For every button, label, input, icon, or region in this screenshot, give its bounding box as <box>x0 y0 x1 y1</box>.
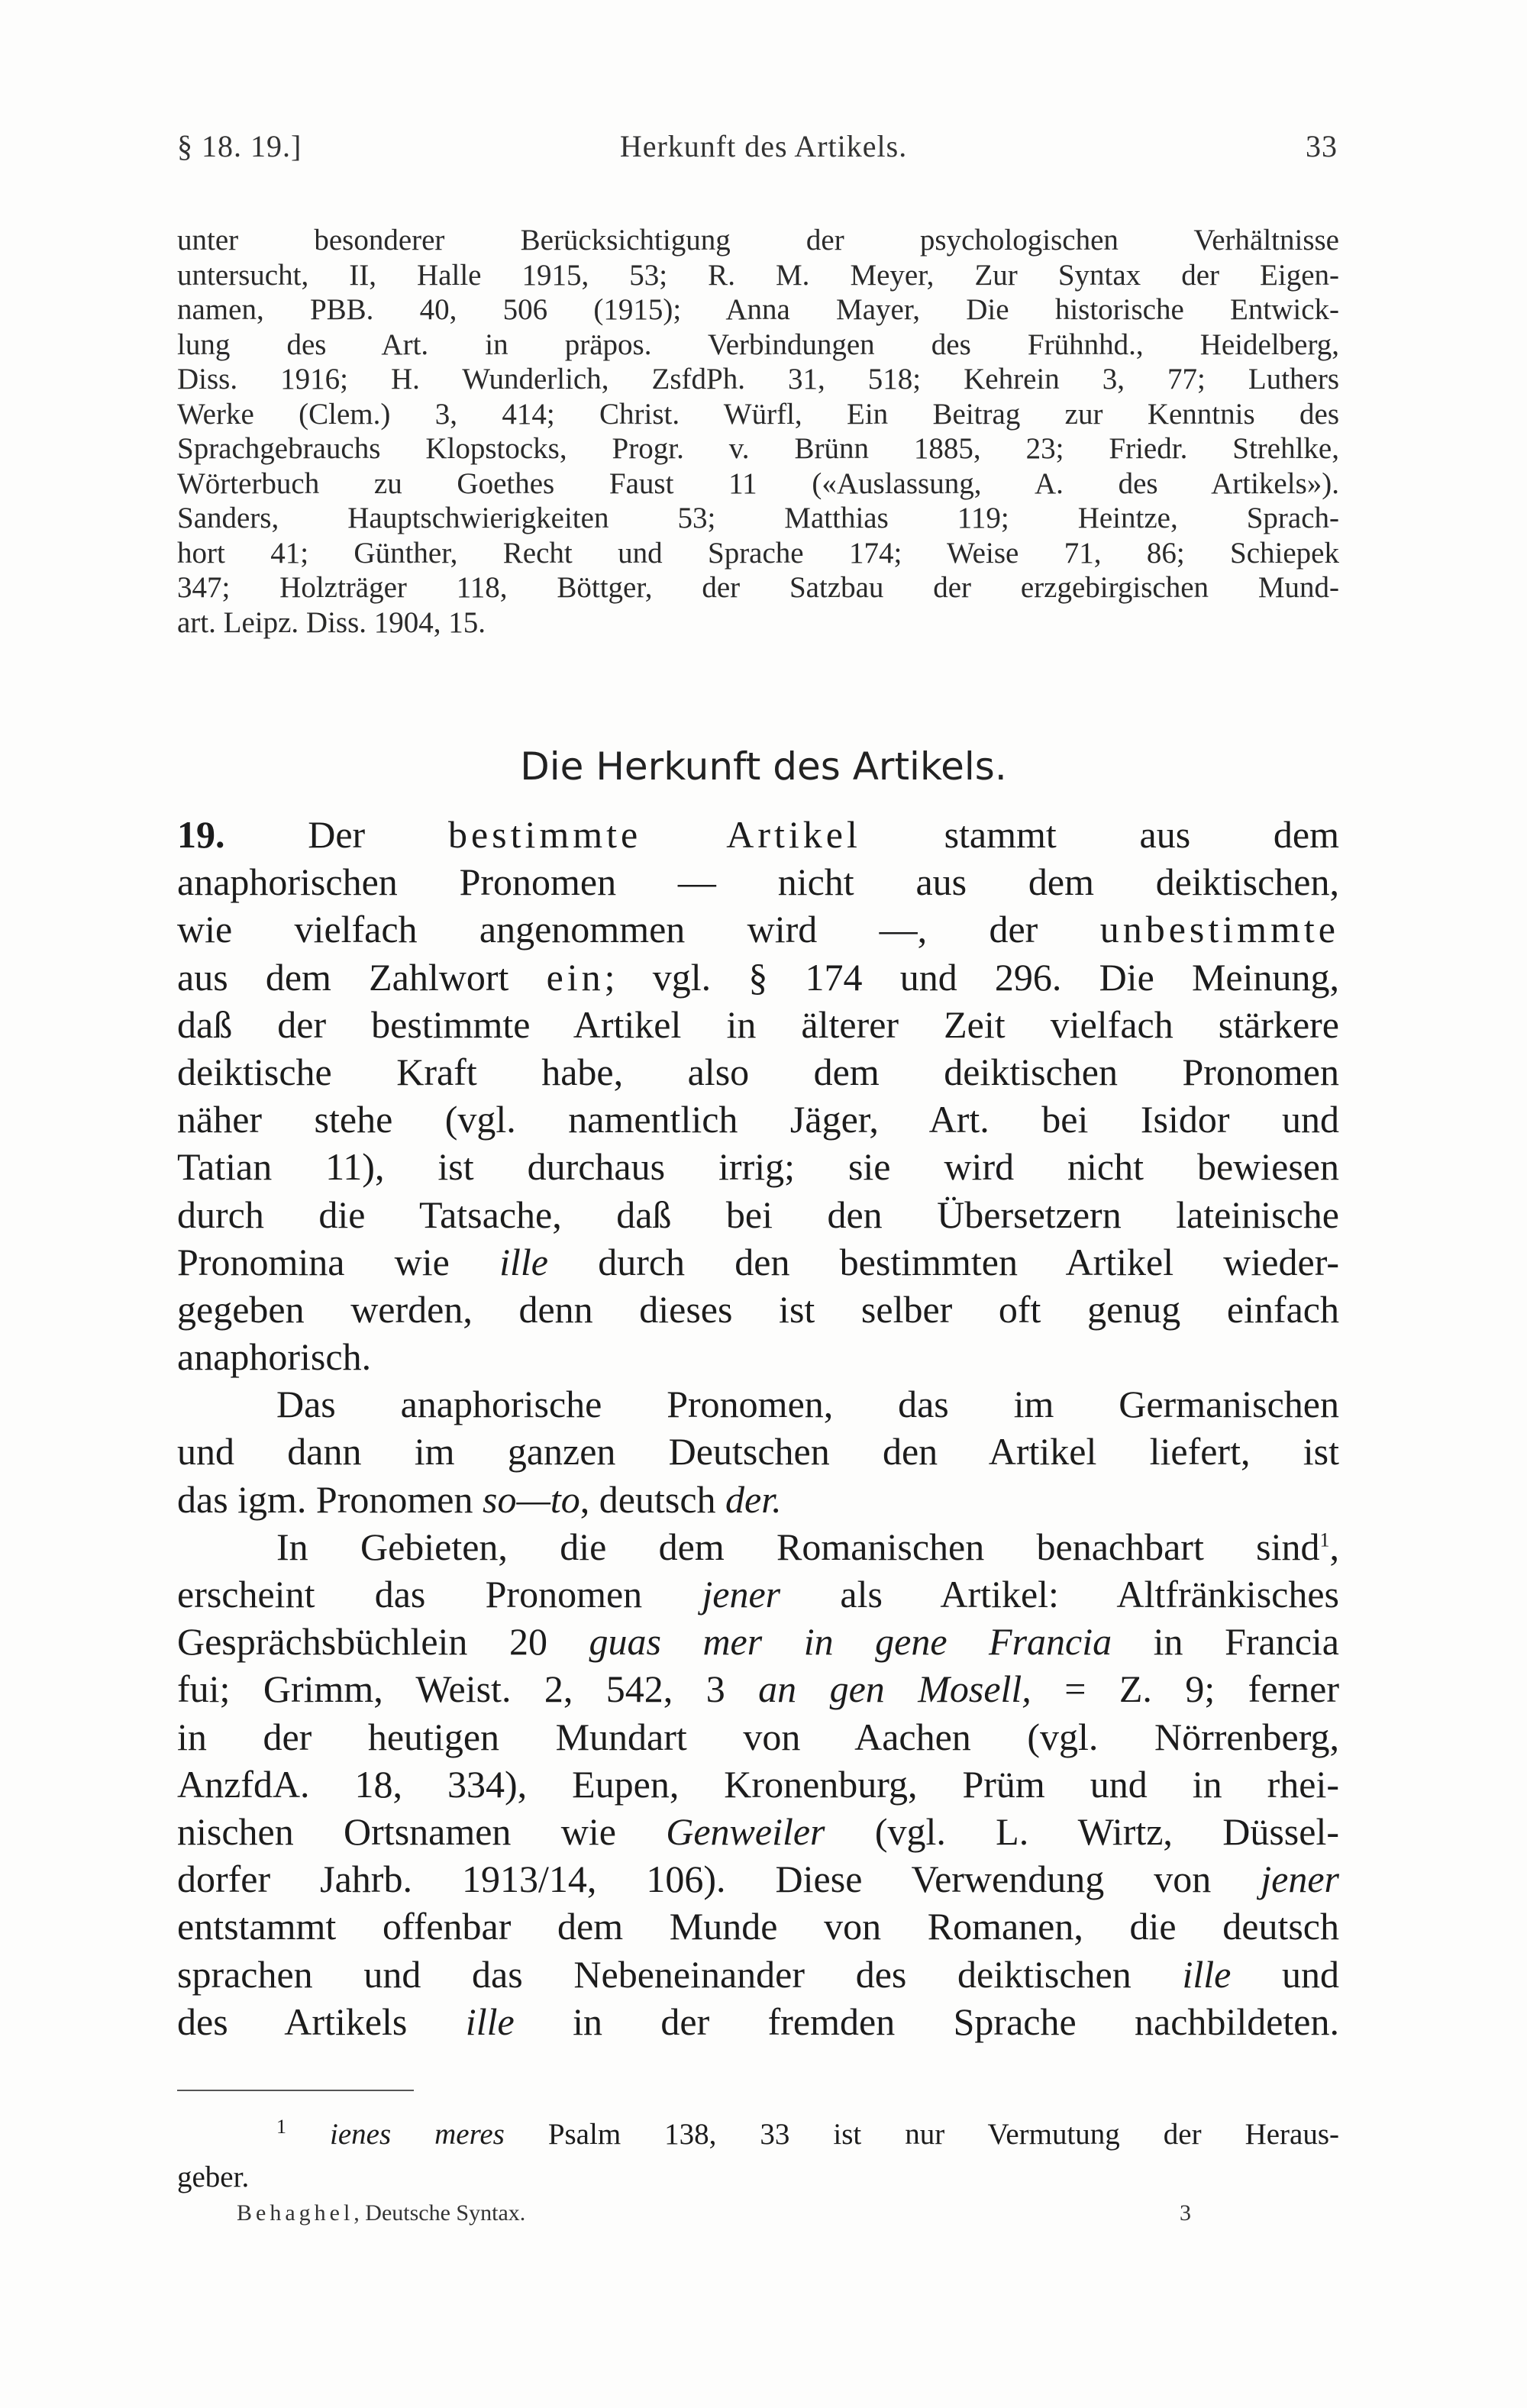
spaced-text: ein <box>546 955 605 999</box>
text-run: nischen Ortsnamen wie <box>177 1809 667 1853</box>
section-heading: Die Herkunft des Artikels. <box>520 744 1007 789</box>
text-run: sprachen und das Nebeneinander des deiktischen <box>177 1952 1183 1996</box>
italic-text: Genweiler <box>666 1809 825 1853</box>
text-run: das igm. Pronomen <box>177 1477 483 1521</box>
footnote-line <box>177 2113 1339 2156</box>
sheet-number: 3 <box>1180 2200 1191 2226</box>
body-line <box>177 1523 1339 1570</box>
body-line <box>177 1333 1339 1380</box>
bibliography-line: untersucht, II, Halle 1915, 53; R. M. Meyer, Zur Syntax der Eigen- <box>177 258 1339 292</box>
text-run: gegeben werden, denn dieses ist selber oft genug einfach <box>177 1287 1339 1331</box>
text-run: Tatian 11), ist durchaus irrig; sie wird nicht bewiesen <box>177 1145 1339 1189</box>
text-run: Der <box>224 813 448 856</box>
body-line <box>177 1903 1339 1950</box>
text-run: , deutsch <box>579 1477 726 1521</box>
bibliography-line: art. Leipz. Diss. 1904, 15. <box>177 605 486 639</box>
running-header-section: § 18. 19.] <box>177 129 302 163</box>
text-run: in der fremden Sprache nachbildeten. <box>514 2000 1339 2043</box>
text-run: Gesprächsbüchlein 20 <box>177 1620 589 1664</box>
body-line <box>177 811 1339 858</box>
italic-text: jener <box>702 1573 781 1616</box>
bibliography-line: Sprachgebrauchs Klopstocks, Progr. v. Brünn 1885, 23; Friedr. Strehlke, <box>177 432 1339 465</box>
body-line <box>177 1380 1339 1428</box>
signature-author: Behaghel <box>237 2200 354 2226</box>
italic-text: ille <box>1182 1952 1232 1996</box>
body-line <box>177 858 1339 905</box>
text-run: durch die Tatsache, daß bei den Übersetzern lateinische <box>177 1193 1339 1236</box>
body-line <box>177 954 1339 1001</box>
text-run: und <box>1231 1952 1339 1996</box>
text-run: = Z. 9; ferner <box>1031 1667 1339 1711</box>
spaced-text: bestimmte Artikel <box>447 813 861 856</box>
running-header-title: Herkunft des Artikels. <box>619 129 908 163</box>
body-line <box>177 1096 1339 1143</box>
italic-text: an gen Mosell, <box>758 1667 1031 1711</box>
body-line <box>177 1713 1339 1761</box>
body-line <box>177 1143 1339 1190</box>
bibliography-line: namen, PBB. 40, 506 (1915); Anna Mayer, Die historische Entwick- <box>177 293 1339 326</box>
italic-text: ille <box>499 1240 548 1283</box>
italic-text: jener <box>1261 1858 1339 1901</box>
bibliography-line: Diss. 1916; H. Wunderlich, ZsfdPh. 31, 518; Kehrein 3, 77; Luthers <box>177 363 1339 395</box>
text-run: des Artikels <box>177 2000 466 2043</box>
bibliography-line: hort 41; Günther, Recht und Sprache 174; Weise 71, 86; Schiepek <box>177 536 1339 570</box>
text-run: stammt aus dem <box>860 813 1340 856</box>
body-line <box>177 1570 1339 1618</box>
text-run: ; vgl. § 174 und 296. Die Meinung, <box>604 955 1339 999</box>
text-run: durch den bestimmten Artikel wieder- <box>547 1240 1339 1283</box>
body-line <box>177 1665 1339 1712</box>
bibliography-line: lung des Art. in präpos. Verbindungen des Frühnhd., Heidelberg, <box>177 328 1339 361</box>
footnote-italic: ienes meres <box>330 2118 505 2151</box>
body-line <box>177 1618 1339 1665</box>
italic-text: ille <box>465 2000 515 2043</box>
footnote-reference: 1 <box>1319 1528 1330 1551</box>
body-text <box>177 811 1339 2045</box>
text-run: Das anaphorische Pronomen, das im Germanischen <box>276 1383 1339 1426</box>
spaced-text: unbestimmte <box>1099 908 1339 951</box>
body-line <box>177 1191 1339 1238</box>
text-run: und dann im ganzen Deutschen den Artikel liefert, ist <box>177 1430 1339 1474</box>
text-run: wie vielfach angenommen wird —, der <box>177 908 1100 951</box>
text-run: fui; Grimm, Weist. 2, 542, 3 <box>177 1667 759 1711</box>
signature-title: , Deutsche Syntax. <box>354 2200 526 2226</box>
text-run: anaphorisch. <box>177 1335 372 1379</box>
text-run: aus dem Zahlwort <box>177 955 547 999</box>
body-line <box>177 1001 1339 1048</box>
italic-text: so—to <box>482 1477 580 1521</box>
bibliography-line: Werke (Clem.) 3, 414; Christ. Würfl, Ein Beitrag zur Kenntnis des <box>177 397 1339 431</box>
text-run: AnzfdA. 18, 334), Eupen, Kronenburg, Prüm und in rhei- <box>177 1762 1339 1806</box>
body-line <box>177 1808 1339 1855</box>
body-line <box>177 1286 1339 1333</box>
footnote-text: Psalm 138, 33 ist nur Vermutung der Heraus- <box>504 2118 1340 2151</box>
text-run: in der heutigen Mundart von Aachen (vgl. Nörrenberg, <box>177 1715 1339 1758</box>
text-run: daß der bestimmte Artikel in älterer Zeit vielfach stärkere <box>177 1002 1339 1046</box>
bibliography-line: Sanders, Hauptschwierigkeiten 53; Matthias 119; Heintze, Sprach- <box>177 502 1339 534</box>
text-run: als Artikel: Altfränkisches <box>780 1573 1339 1616</box>
text-run: dorfer Jahrb. 1913/14, 106). Diese Verwendung von <box>177 1858 1261 1901</box>
body-line <box>177 1998 1339 2045</box>
bibliography-line: Wörterbuch zu Goethes Faust 11 («Auslassung, A. des Artikels»). <box>177 466 1339 500</box>
footnote-rule <box>177 2090 414 2091</box>
bibliography-block <box>177 223 1339 640</box>
body-line <box>177 1476 1339 1523</box>
body-line <box>177 1428 1339 1475</box>
body-line <box>177 905 1339 953</box>
signature-line <box>237 2200 525 2226</box>
body-line <box>177 1048 1339 1096</box>
text-run: anaphorischen Pronomen — nicht aus dem deiktischen, <box>177 860 1339 904</box>
page-number: 33 <box>1306 129 1338 163</box>
footnote-line: geber. <box>177 2161 250 2193</box>
text-run: , <box>1329 1525 1339 1568</box>
text-run: In Gebieten, die dem Romanischen benachbart sind <box>276 1525 1320 1568</box>
text-run: deiktische Kraft habe, also dem deiktischen Pronomen <box>177 1050 1339 1093</box>
bibliography-line: unter besonderer Berücksichtigung der psychologischen Verhältnisse <box>177 224 1339 257</box>
text-run: Pronomina wie <box>177 1240 500 1283</box>
footnote <box>177 2113 1339 2199</box>
footnote-marker: 1 <box>276 2116 286 2138</box>
body-line <box>177 1951 1339 1998</box>
paragraph-number: 19. <box>177 813 225 856</box>
text-run: entstammt offenbar dem Munde von Romanen, die deutsch <box>177 1905 1339 1948</box>
text-run: in Francia <box>1112 1620 1340 1664</box>
italic-text: der. <box>725 1477 782 1521</box>
text-run: näher stehe (vgl. namentlich Jäger, Art. bei Isidor und <box>177 1098 1339 1141</box>
text-run: (vgl. L. Wirtz, Düssel- <box>825 1809 1339 1853</box>
body-line <box>177 1238 1339 1286</box>
body-line <box>177 1761 1339 1808</box>
body-line <box>177 1855 1339 1903</box>
text-run: erscheint das Pronomen <box>177 1573 702 1616</box>
bibliography-line: 347; Holzträger 118, Böttger, der Satzbau der erzgebirgischen Mund- <box>177 571 1339 604</box>
italic-text: guas mer in gene Francia <box>589 1620 1112 1664</box>
